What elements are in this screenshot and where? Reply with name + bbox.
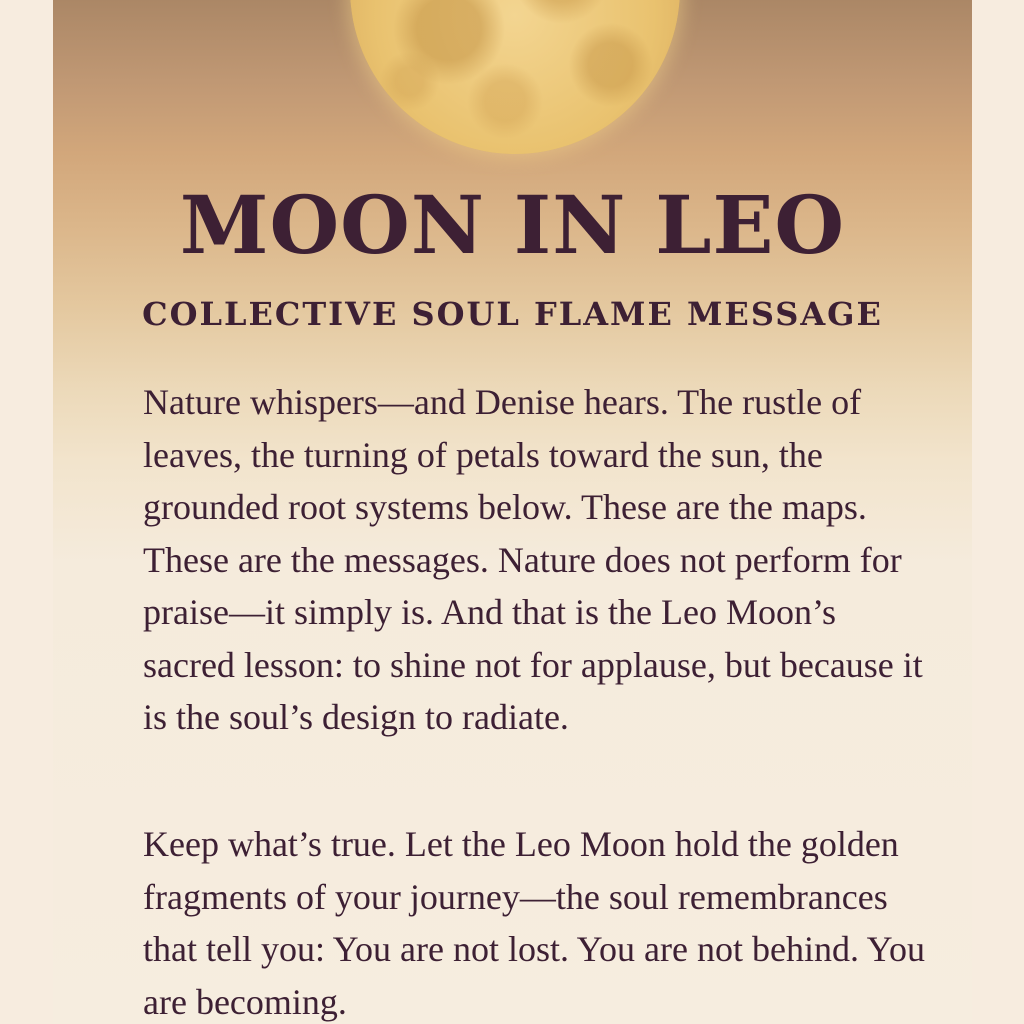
card-title: MOON IN LEO bbox=[179, 178, 846, 272]
full-moon-image bbox=[350, 0, 680, 154]
card-subtitle: COLLECTIVE SOUL FLAME MESSAGE bbox=[142, 295, 883, 333]
message-paragraph-2: Keep what’s true. Let the Leo Moon hold the golden fragments of your journey—the soul remembrances that tell you: You are not lost. You are not behind. You are becoming. bbox=[143, 824, 926, 1022]
message-paragraph-1: Nature whispers—and Denise hears. The rustle of leaves, the turning of petals toward the sun, the grounded root systems below. These are the maps. These are the messages. Nature does not perform for praise—it simply is. And that is the Leo Moon’s sacred lesson: to shine not for applause, but because it is the soul’s design to radiate. bbox=[143, 382, 923, 737]
message-card bbox=[53, 0, 972, 1024]
